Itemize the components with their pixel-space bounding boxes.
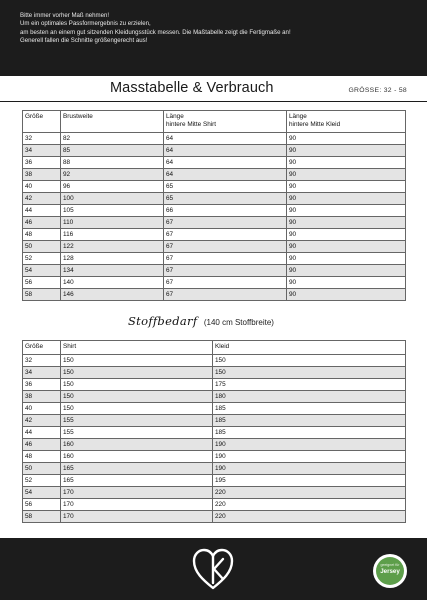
- dress-length-cell: 90: [287, 289, 406, 301]
- chest-cell: 82: [61, 133, 164, 145]
- header-line: hintere Mitte Kleid: [289, 120, 341, 128]
- fabric-width-note: (140 cm Stoffbreite): [203, 318, 274, 327]
- size-cell: 54: [23, 486, 61, 498]
- dress-fabric-cell: 220: [213, 498, 406, 510]
- table-row: [23, 253, 406, 265]
- table-row: [23, 169, 406, 181]
- chest-cell: 116: [61, 229, 164, 241]
- shirt-length-cell: 67: [164, 265, 287, 277]
- size-cell: 48: [23, 229, 61, 241]
- shirt-length-cell: 65: [164, 193, 287, 205]
- dress-length-cell: 90: [287, 193, 406, 205]
- chest-cell: 92: [61, 169, 164, 181]
- size-header: Größe: [23, 111, 61, 133]
- dress-fabric-cell: 220: [213, 510, 406, 522]
- table-row: [23, 145, 406, 157]
- shirt-fabric-cell: 155: [61, 426, 213, 438]
- table-header-row: [23, 341, 406, 355]
- header-band: [0, 0, 427, 76]
- dress-fabric-cell: 175: [213, 378, 406, 390]
- table-row: [23, 402, 406, 414]
- shirt-fabric-cell: 170: [61, 498, 213, 510]
- table-row: [23, 366, 406, 378]
- intro-line: Um ein optimales Passformergebnis zu erzielen,: [20, 20, 151, 28]
- size-cell: 56: [23, 498, 61, 510]
- shirt-length-cell: 66: [164, 205, 287, 217]
- table-row: [23, 265, 406, 277]
- size-header: Größe: [23, 341, 61, 355]
- size-cell: 50: [23, 462, 61, 474]
- dress-fabric-cell: 185: [213, 402, 406, 414]
- shirt-fabric-cell: 150: [61, 354, 213, 366]
- title-bar: [0, 76, 427, 102]
- size-cell: 52: [23, 474, 61, 486]
- shirt-header: Shirt: [61, 341, 213, 355]
- dress-length-cell: 90: [287, 205, 406, 217]
- size-cell: 32: [23, 133, 61, 145]
- size-cell: 34: [23, 366, 61, 378]
- table-row: [23, 474, 406, 486]
- size-cell: 34: [23, 145, 61, 157]
- dress-length-cell: 90: [287, 265, 406, 277]
- size-cell: 36: [23, 157, 61, 169]
- size-range: GRÖSSE: 32 - 58: [348, 87, 407, 94]
- chest-cell: 140: [61, 277, 164, 289]
- dress-fabric-cell: 190: [213, 462, 406, 474]
- chest-header: Brustweite: [61, 111, 164, 133]
- dress-fabric-cell: 150: [213, 354, 406, 366]
- badge-small-text: geeignet für: [380, 563, 400, 567]
- chest-cell: 88: [61, 157, 164, 169]
- table-row: [23, 157, 406, 169]
- shirt-length-cell: 67: [164, 253, 287, 265]
- dress-length-cell: 90: [287, 229, 406, 241]
- shirt-fabric-cell: 160: [61, 438, 213, 450]
- table-row: [23, 277, 406, 289]
- shirt-length-cell: 64: [164, 157, 287, 169]
- size-cell: 56: [23, 277, 61, 289]
- chest-cell: 100: [61, 193, 164, 205]
- shirt-fabric-cell: 170: [61, 486, 213, 498]
- table-row: [23, 450, 406, 462]
- shirt-fabric-cell: 150: [61, 390, 213, 402]
- table-row: [23, 438, 406, 450]
- size-cell: 46: [23, 217, 61, 229]
- chest-cell: 105: [61, 205, 164, 217]
- dress-fabric-cell: 190: [213, 450, 406, 462]
- dress-fabric-cell: 180: [213, 390, 406, 402]
- shirt-length-cell: 67: [164, 289, 287, 301]
- dress-fabric-cell: 195: [213, 474, 406, 486]
- chest-cell: 110: [61, 217, 164, 229]
- size-cell: 42: [23, 193, 61, 205]
- shirt-length-cell: 65: [164, 181, 287, 193]
- dress-fabric-cell: 220: [213, 486, 406, 498]
- table-row: [23, 486, 406, 498]
- size-cell: 58: [23, 289, 61, 301]
- shirt-fabric-cell: 165: [61, 474, 213, 486]
- header-line: hintere Mitte Shirt: [166, 120, 217, 128]
- table-row: [23, 462, 406, 474]
- badge-main-text: Jersey: [380, 568, 400, 575]
- shirt-fabric-cell: 150: [61, 366, 213, 378]
- size-cell: 46: [23, 438, 61, 450]
- table-row: [23, 390, 406, 402]
- size-cell: 44: [23, 205, 61, 217]
- size-cell: 48: [23, 450, 61, 462]
- shirt-length-cell: 64: [164, 145, 287, 157]
- shirt-length-header: [164, 111, 287, 133]
- fabric-table: [22, 340, 406, 523]
- shirt-length-cell: 67: [164, 241, 287, 253]
- dress-fabric-cell: 185: [213, 414, 406, 426]
- table-row: [23, 378, 406, 390]
- dress-fabric-cell: 185: [213, 426, 406, 438]
- table-row: [23, 426, 406, 438]
- shirt-fabric-cell: 160: [61, 450, 213, 462]
- size-cell: 38: [23, 169, 61, 181]
- size-cell: 50: [23, 241, 61, 253]
- dress-fabric-cell: 190: [213, 438, 406, 450]
- table-header-row: [23, 111, 406, 133]
- table-row: [23, 193, 406, 205]
- size-cell: 52: [23, 253, 61, 265]
- size-cell: 38: [23, 390, 61, 402]
- dress-length-cell: 90: [287, 133, 406, 145]
- size-cell: 44: [23, 426, 61, 438]
- table-row: [23, 414, 406, 426]
- dress-length-header: [287, 111, 406, 133]
- chest-cell: 96: [61, 181, 164, 193]
- table-row: [23, 498, 406, 510]
- chest-cell: 146: [61, 289, 164, 301]
- dress-fabric-cell: 150: [213, 366, 406, 378]
- dress-length-cell: 90: [287, 277, 406, 289]
- size-cell: 42: [23, 414, 61, 426]
- table-row: [23, 181, 406, 193]
- intro-line: Bitte immer vorher Maß nehmen!: [20, 12, 110, 19]
- intro-text: [20, 12, 415, 45]
- table-row: [23, 133, 406, 145]
- table-row: [23, 205, 406, 217]
- dress-length-cell: 90: [287, 253, 406, 265]
- table-row: [23, 229, 406, 241]
- size-cell: 40: [23, 181, 61, 193]
- shirt-fabric-cell: 155: [61, 414, 213, 426]
- dress-header: Kleid: [213, 341, 406, 355]
- dress-length-cell: 90: [287, 241, 406, 253]
- chest-cell: 85: [61, 145, 164, 157]
- intro-line: am besten an einem gut sitzenden Kleidungsstück messen. Die Maßtabelle zeigt die Fertigmaße an!: [20, 28, 291, 36]
- size-cell: 58: [23, 510, 61, 522]
- shirt-length-cell: 67: [164, 277, 287, 289]
- shirt-length-cell: 67: [164, 217, 287, 229]
- shirt-fabric-cell: 170: [61, 510, 213, 522]
- jersey-badge-icon: [373, 554, 407, 588]
- table-row: [23, 354, 406, 366]
- shirt-fabric-cell: 150: [61, 402, 213, 414]
- shirt-length-cell: 64: [164, 133, 287, 145]
- measurement-table: [22, 110, 406, 301]
- header-line: Länge: [289, 113, 307, 120]
- fabric-title: Stoffbedarf: [128, 314, 198, 328]
- intro-line: Generell fallen die Schnitte größengerecht aus!: [20, 36, 148, 44]
- dress-length-cell: 90: [287, 181, 406, 193]
- dress-length-cell: 90: [287, 145, 406, 157]
- shirt-fabric-cell: 165: [61, 462, 213, 474]
- chest-cell: 122: [61, 241, 164, 253]
- table-row: [23, 241, 406, 253]
- size-cell: 54: [23, 265, 61, 277]
- chest-cell: 134: [61, 265, 164, 277]
- shirt-fabric-cell: 150: [61, 378, 213, 390]
- measurement-rows: [23, 133, 406, 301]
- table-row: [23, 217, 406, 229]
- shirt-length-cell: 67: [164, 229, 287, 241]
- size-cell: 32: [23, 354, 61, 366]
- shirt-length-cell: 64: [164, 169, 287, 181]
- dress-length-cell: 90: [287, 169, 406, 181]
- heart-k-logo-icon: [190, 547, 236, 591]
- dress-length-cell: 90: [287, 217, 406, 229]
- fabric-heading: [128, 312, 274, 330]
- size-cell: 40: [23, 402, 61, 414]
- chest-cell: 128: [61, 253, 164, 265]
- dress-length-cell: 90: [287, 157, 406, 169]
- header-line: Länge: [166, 113, 184, 120]
- page-title: Masstabelle & Verbrauch: [110, 80, 274, 96]
- fabric-rows: [23, 354, 406, 522]
- table-row: [23, 510, 406, 522]
- badge-inner: [376, 557, 404, 585]
- table-row: [23, 289, 406, 301]
- size-cell: 36: [23, 378, 61, 390]
